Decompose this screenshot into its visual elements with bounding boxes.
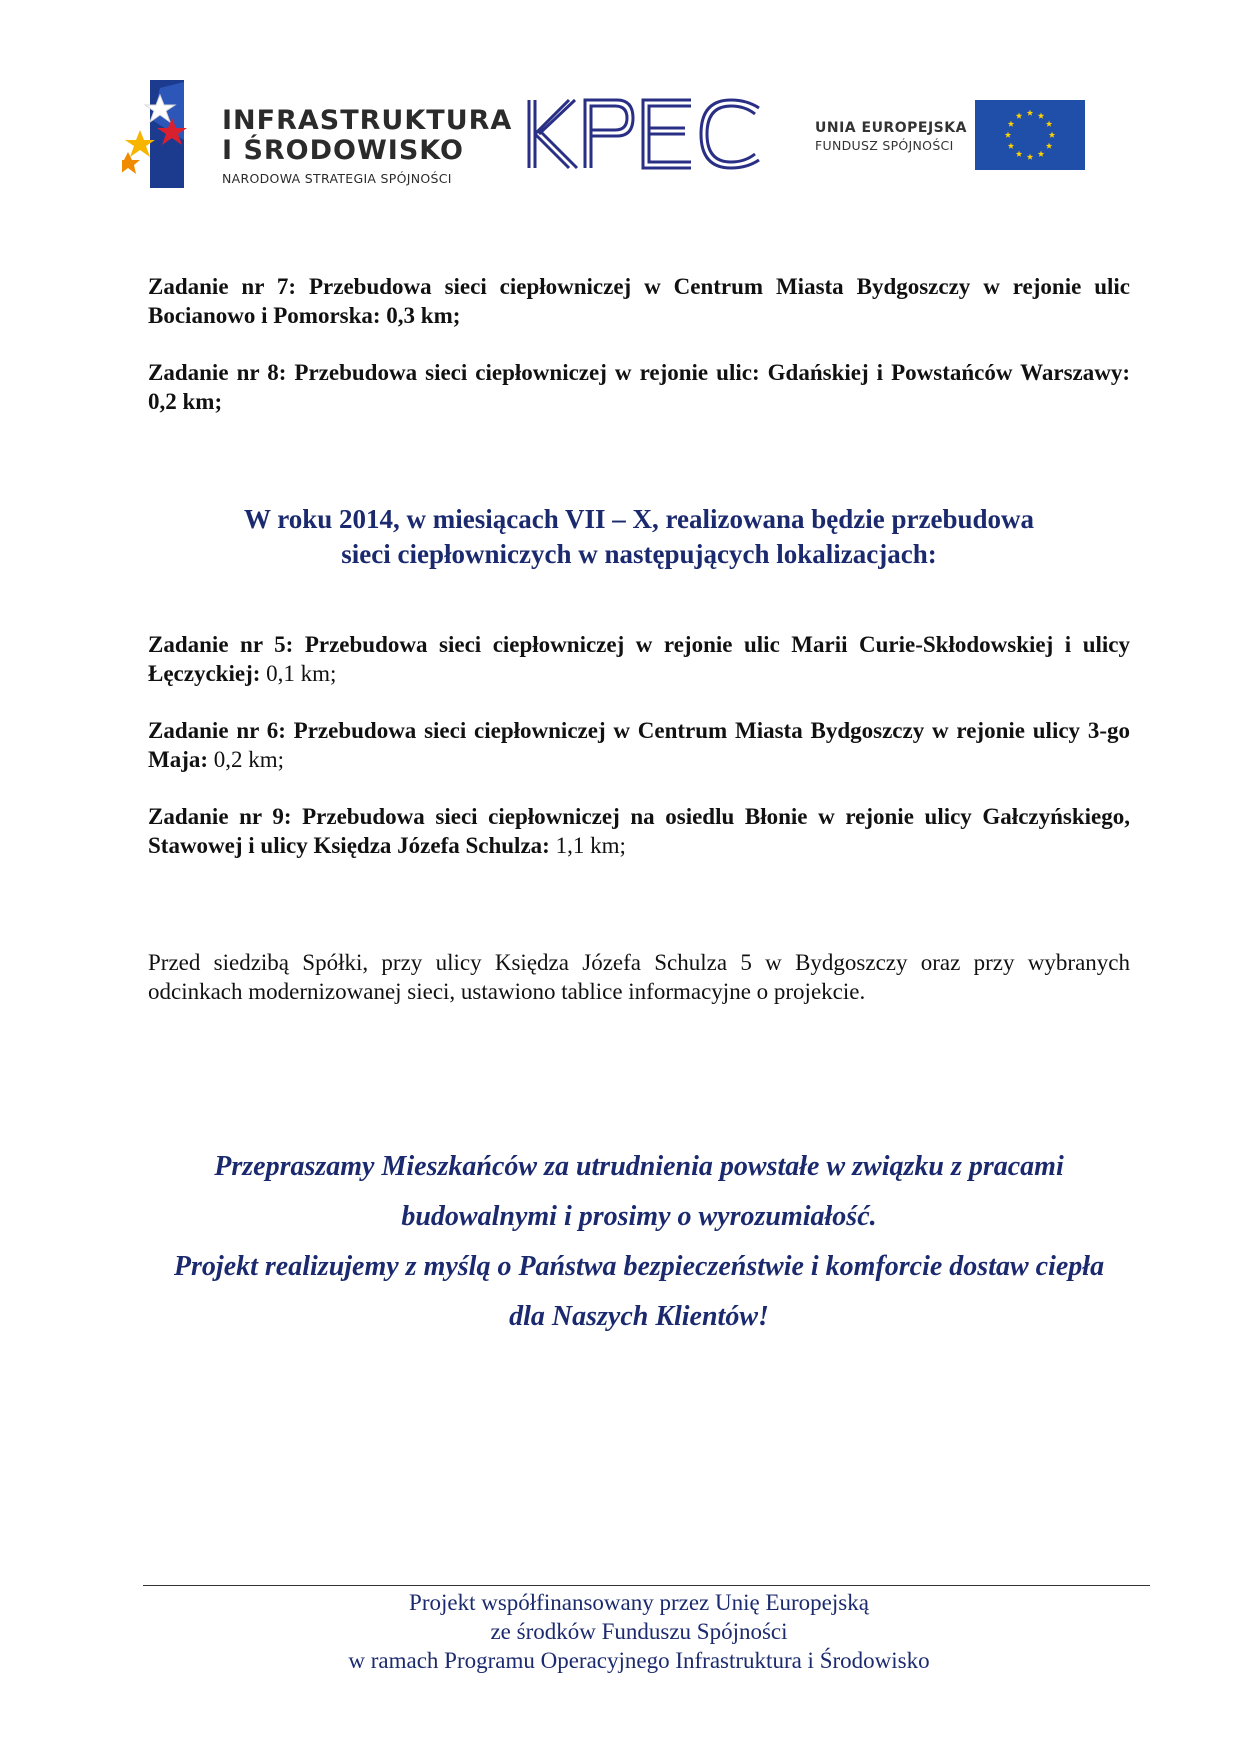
closing-line4: dla Naszych Klientów!	[509, 1301, 769, 1332]
task-6-rest: 0,2 km;	[208, 747, 285, 772]
task-6-paragraph	[148, 716, 1130, 774]
task-9-paragraph	[148, 802, 1130, 860]
closing-line2: budowalnymi i prosimy o wyrozumiałość.	[401, 1201, 877, 1232]
footer-line1: Projekt współfinansowany przez Unię Europejską	[409, 1590, 869, 1615]
task-8-label: Zadanie nr 8: Przebudowa sieci ciepłowniczej w rejonie ulic: Gdańskiej i Powstańców Warszawy: 0,2 km;	[148, 360, 1130, 414]
eu-flag-icon	[975, 100, 1085, 170]
task-7-label: Zadanie nr 7: Przebudowa sieci ciepłowniczej w Centrum Miasta Bydgoszczy w rejonie ulic Bocianowo i Pomorska: 0,3 km;	[148, 274, 1130, 328]
schedule-heading-line1: W roku 2014, w miesiącach VII – X, realizowana będzie przebudowa	[243, 504, 1034, 534]
task-8-paragraph	[148, 358, 1130, 416]
footer	[148, 1588, 1130, 1675]
is-logo-line3: NARODOWA STRATEGIA SPÓJNOŚCI	[222, 171, 452, 186]
task-5-label: Zadanie nr 5: Przebudowa sieci ciepłowniczej w rejonie ulic Marii Curie-Skłodowskiej i ulicy Łęczyckiej:	[148, 632, 1130, 686]
task-9-label: Zadanie nr 9: Przebudowa sieci ciepłowniczej na osiedlu Błonie w rejonie ulicy Gałczyńskiego, Stawowej i ulicy Księdza Józefa Schulza:	[148, 804, 1130, 858]
is-logo-line1: INFRASTRUKTURA	[222, 105, 513, 136]
schedule-heading	[148, 502, 1130, 572]
closing-line1: Przepraszamy Mieszkańców za utrudnienia powstałe w związku z pracami	[214, 1151, 1064, 1182]
task-9-rest: 1,1 km;	[549, 833, 626, 858]
closing-message	[148, 1142, 1130, 1342]
is-stars-emblem-icon	[122, 80, 212, 195]
schedule-heading-line2: sieci ciepłowniczych w następujących lokalizacjach:	[341, 539, 937, 569]
task-5-paragraph	[148, 630, 1130, 688]
task-7-paragraph	[148, 272, 1130, 330]
header-logos	[0, 0, 1241, 220]
info-paragraph: Przed siedzibą Spółki, przy ulicy Księdza Józefa Schulza 5 w Bydgoszczy oraz przy wybranych odcinkach modernizowanej sieci, ustawiono tablice informacyjne o projekcie.	[148, 950, 1130, 1004]
kpec-logo	[525, 96, 765, 172]
task-6-label: Zadanie nr 6: Przebudowa sieci ciepłowniczej w Centrum Miasta Bydgoszczy w rejonie ulicy 3-go Maja:	[148, 718, 1130, 772]
kpec-wordmark-icon	[525, 96, 765, 172]
unia-europejska-logo	[815, 100, 1095, 172]
footer-line2: ze środków Funduszu Spójności	[490, 1619, 788, 1644]
is-logo-line2: I ŚRODOWISKO	[222, 135, 464, 166]
task-5-rest: 0,1 km;	[260, 661, 337, 686]
ue-logo-line2: FUNDUSZ SPÓJNOŚCI	[815, 138, 954, 153]
closing-line3: Projekt realizujemy z myślą o Państwa bezpieczeństwie i komforcie dostaw ciepła	[173, 1251, 1105, 1282]
ue-logo-line1: UNIA EUROPEJSKA	[815, 120, 967, 136]
footer-divider	[143, 1585, 1150, 1586]
footer-line3: w ramach Programu Operacyjnego Infrastruktura i Środowisko	[348, 1648, 930, 1673]
infrastruktura-srodowisko-logo	[122, 80, 513, 195]
